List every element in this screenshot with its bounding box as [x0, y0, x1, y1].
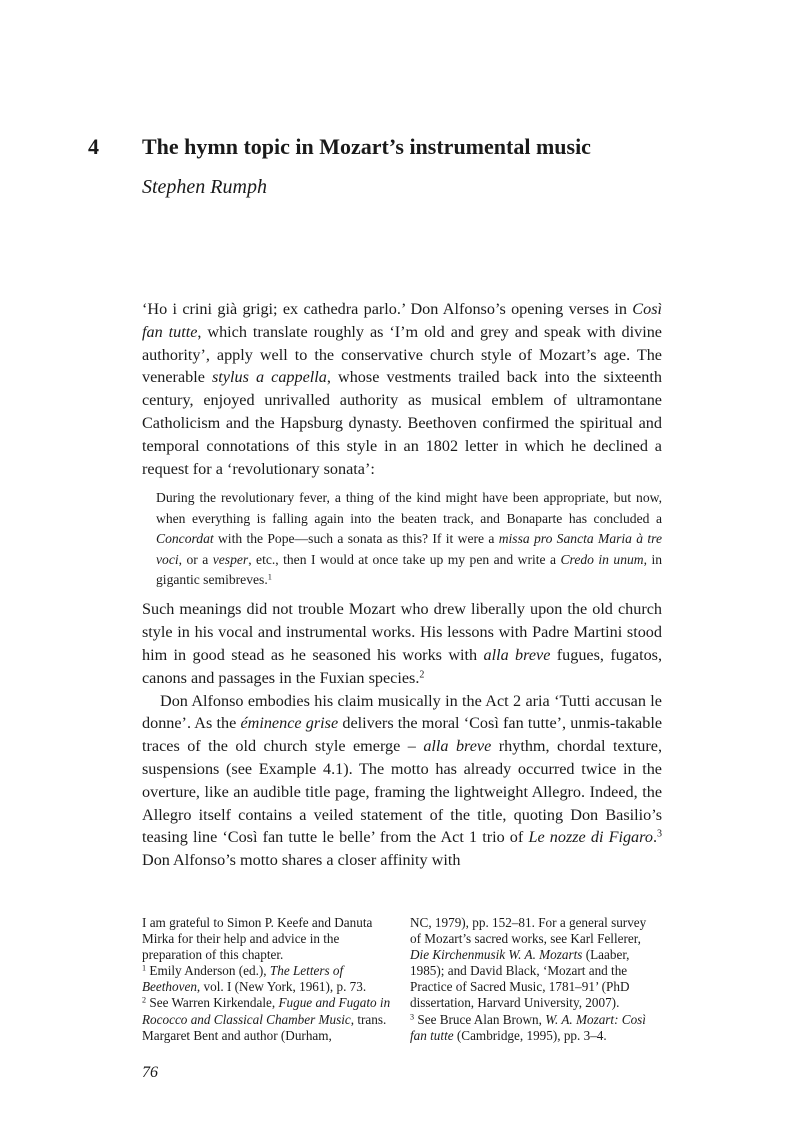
- chapter-title: The hymn topic in Mozart’s instrumental music: [142, 134, 591, 159]
- paragraph-1: [142, 298, 662, 480]
- page-number: 76: [142, 1064, 158, 1081]
- text-run: (Cambridge, 1995), pp. 3–4.: [453, 1027, 607, 1043]
- text-run: ‘Ho i crini già grigi; ex cathedra parlo.’ Don Alfonso’s opening verses in: [142, 300, 633, 318]
- footnote-ref[interactable]: 1: [267, 571, 272, 582]
- text-run: with the Pope—such a sonata as this? If it were a: [213, 531, 499, 547]
- footnote-marker: 1: [142, 963, 147, 973]
- footnote-1: [142, 963, 392, 995]
- italic-term: vesper: [212, 551, 249, 567]
- italic-title: W. A. Mozart: Così fan tutte: [410, 1011, 646, 1043]
- text-run: fugues, fugatos, canons and passages in the Fuxian species.: [142, 646, 663, 687]
- footnote-marker: 3: [410, 1012, 415, 1022]
- italic-title: Fugue and Fugato in Rococco and Classical Chamber Music: [142, 995, 391, 1027]
- footnote-ref[interactable]: 2: [419, 669, 425, 681]
- italic-title: The Letters of Beethoven: [142, 963, 344, 995]
- italic-term: alla breve: [423, 737, 492, 756]
- text-run: NC, 1979), pp. 152–81. For a general survey of Mozart’s sacred works, see Karl Fellerer,: [410, 915, 647, 947]
- text-run: , etc., then I would at once take up my pen and write a: [248, 551, 561, 567]
- text-run: rhythm, chordal texture, suspensions (see Example 4.1). The motto has already occurred twice in the overture, like an audible title page, framing the lightweight Allegro. Indeed, the Allegro itself contains a veiled statement of the title, quoting Don Basilio’s teasing line ‘Così fan tutte le belle’ from the Act 1 trio of: [142, 737, 662, 847]
- block-quote: [156, 488, 662, 590]
- text-run: , whose vestments trailed back into the sixteenth century, enjoyed unrivalled authority as musical emblem of ultramontane Catholicism and the Hapsburg dynasty. Beethoven confirmed the spiritual and temporal connotations of this style in an 1802 letter in which he declined a request for a ‘revolutionary sonata’:: [142, 368, 662, 478]
- italic-term: missa pro Sancta Maria à tre voci: [156, 531, 662, 567]
- italic-title: Le nozze di Figaro: [528, 828, 653, 847]
- text-run: (Laaber, 1985); and David Black, ‘Mozart and the Practice of Sacred Music, 1781–91’ (PhD dissertation, Harvard University, 2007).: [410, 947, 630, 1011]
- footnote-ref[interactable]: 3: [657, 828, 663, 840]
- italic-title: Così fan tutte: [142, 300, 662, 341]
- italic-term: Credo in unum: [560, 551, 644, 567]
- chapter-author: Stephen Rumph: [142, 176, 267, 198]
- text-run: Emily Anderson (ed.),: [146, 963, 270, 979]
- italic-term: Concordat: [156, 531, 214, 547]
- text-run: delivers the moral ‘Così fan tutte’, unmis-takable traces of the old church style emerge –: [142, 714, 662, 756]
- footnote-marker: 2: [142, 995, 147, 1005]
- italic-term: alla breve: [483, 646, 551, 664]
- text-run: .: [652, 828, 657, 847]
- footnotes-column-left: [142, 915, 392, 1044]
- text-run: Don Alfonso embodies his claim musically in the Act 2 aria ‘Tutti accusan le donne’. As the: [142, 691, 662, 733]
- text-run: See Bruce Alan Brown,: [414, 1011, 546, 1027]
- text-run: During the revolutionary fever, a thing of the kind might have been appropriate, but now, when everything is falling again into the beaten track, and Bonaparte has concluded a: [156, 490, 662, 526]
- text-run: See Warren Kirkendale,: [146, 995, 279, 1011]
- paragraph-3: [142, 690, 662, 872]
- footnote-3: [410, 1012, 660, 1044]
- text-run: Don Alfonso’s motto shares a closer affinity with: [142, 851, 461, 870]
- quote-text: [156, 488, 662, 590]
- text-run: , or a: [178, 551, 213, 567]
- italic-term: éminence grise: [240, 714, 339, 733]
- text-run: , vol. I (New York, 1961), p. 73.: [196, 979, 367, 995]
- paragraph-2: [142, 598, 662, 689]
- main-text: [142, 298, 662, 872]
- footnote-2: [142, 995, 392, 1043]
- text-run: , which translate roughly as ‘I’m old and grey and speak with divine authority’, apply well to the conservative church style of Mozart’s age. The venerable: [142, 322, 662, 387]
- footnote-2-continued: [410, 915, 660, 1012]
- italic-term: stylus a cappella: [212, 368, 327, 387]
- text-run: , in gigantic semibreves.: [156, 551, 663, 587]
- text-run: , trans. Margaret Bent and author (Durham,: [142, 1011, 387, 1043]
- acknowledgement-note: I am grateful to Simon P. Keefe and Danuta Mirka for their help and advice in the preparation of this chapter.: [142, 915, 373, 963]
- text-run: Such meanings did not trouble Mozart who drew liberally upon the old church style in his vocal and instrumental works. His lessons with Padre Martini stood him in good stead as he seasoned his works with: [142, 600, 662, 664]
- italic-title: Die Kirchenmusik W. A. Mozarts: [410, 947, 583, 963]
- chapter-number: 4: [88, 134, 99, 159]
- footnotes-column-right: [410, 915, 660, 1044]
